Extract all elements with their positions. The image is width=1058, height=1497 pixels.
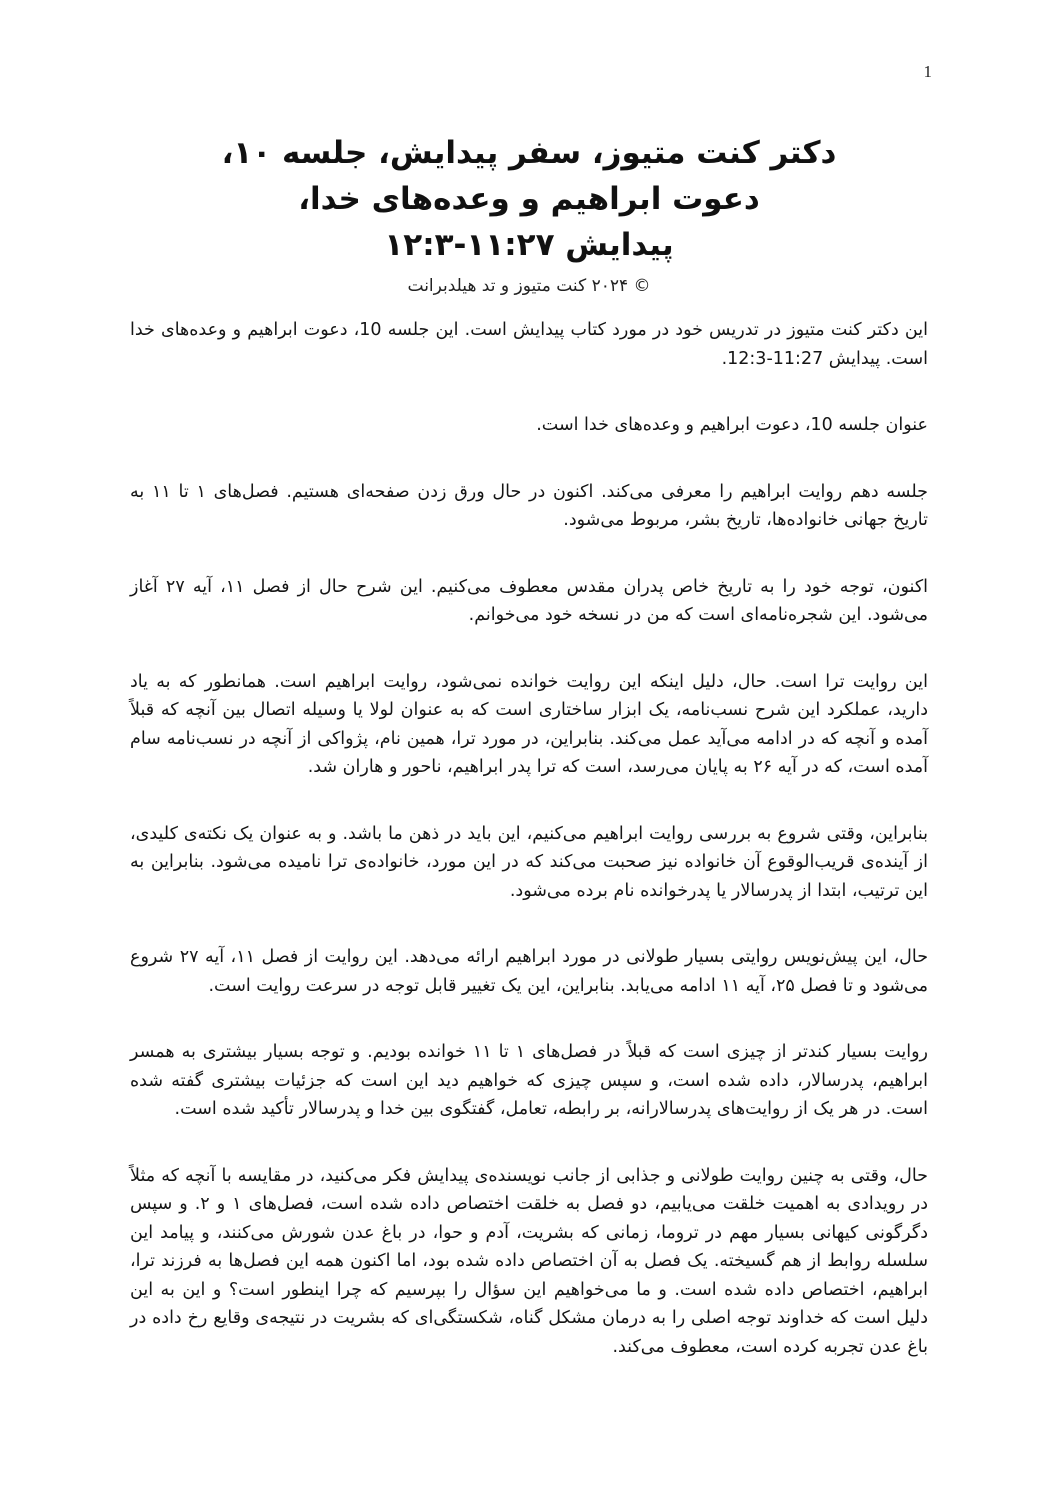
paragraph-4: اکنون، توجه خود را به تاریخ خاص پدران مقدس معطوف می‌کنیم. این شرح حال از فصل ۱۱، آیه ۲۷ آغاز می‌شود. این شجره‌نامه‌ای است که من در نسخه خود می‌خوانم.: [130, 576, 929, 625]
paragraph-2: عنوان جلسه 10، دعوت ابراهیم و وعده‌های خدا است.: [536, 415, 928, 435]
title-line-1: دکتر کنت متیوز، سفر پیدایش، جلسه ۱۰،: [221, 135, 837, 171]
paragraph-5: این روایت ترا است. حال، دلیل اینکه این روایت خوانده نمی‌شود، روایت ابراهیم است. همانطور که به یاد دارید، عملکرد این شرح نسب‌نامه، یک ابزار ساختاری است که به عنوان لولا یا وسیله اتصال بین آنچه که قبلاً آمده و آنچه که در ادامه می‌آید عمل می‌کند. بنابراین، در مورد ترا، همین نام، پژواکی از آنچه در نسب‌نامه سام آمده است، که در آیه ۲۶ به پایان می‌رسد، است که ترا پدر ابراهیم، ناحور و هاران شد.: [130, 671, 928, 777]
page-number: 1: [923, 62, 932, 81]
title-block: [130, 130, 928, 300]
paragraph-9: حال، وقتی به چنین روایت طولانی و جذابی از جانب نویسنده‌ی پیدایش فکر می‌کنید، در مقایسه با آنچه که مثلاً در رویدادی به اهمیت خلقت می‌یابیم، دو فصل به خلقت اختصاص داده شده است، فصل‌های ۱ و ۲. و سپس دگرگونی کیهانی بسیار مهم در تروما، زمانی که بشریت، آدم و حوا، در باغ عدن شورش می‌کنند، و پیامد این سلسله روابط از هم گسیخته. یک فصل به آن اختصاص داده شده بود، اما اکنون همه این فصل‌ها به فرزند ترا، ابراهیم، اختصاص داده شده است. و ما می‌خواهیم این سؤال را بپرسیم که چرا اینطور است؟ و این به این دلیل است که خداوند توجه اصلی را به درمان مشکل گناه، شکستگی‌ای که بشریت در نتیجه‌ی وقایع رخ داده در باغ عدن تجربه کرده است، معطوف می‌کند.: [130, 1165, 928, 1357]
paragraph-8: روایت بسیار کندتر از چیزی است که قبلاً در فصل‌های ۱ تا ۱۱ خوانده بودیم. و توجه بسیار بیشتری به همسر ابراهیم، پدرسالار، داده شده است، و سپس چیزی که خواهیم دید این است که جزئیات بیشتری گفته شده است. در هر یک از روایت‌های پدرسالارانه، بر رابطه، تعامل، گفتگوی بین خدا و پدرسالار تأکید شده است.: [130, 1042, 929, 1119]
paragraph-3: جلسه دهم روایت ابراهیم را معرفی می‌کند. اکنون در حال ورق زدن صفحه‌ای هستیم. فصل‌های ۱ تا ۱۱ به تاریخ جهانی خانواده‌ها، تاریخ بشر، مربوط می‌شود.: [130, 481, 928, 530]
copyright-line: © ۲۰۲۴ کنت متیوز و تد هیلدبرانت: [407, 276, 651, 296]
title-line-3: پیدایش ۱۱:۲۷-۱۲:۳: [384, 227, 674, 263]
title-line-2: دعوت ابراهیم و وعده‌های خدا،: [298, 181, 760, 217]
paragraph-6: بنابراین، وقتی شروع به بررسی روایت ابراهیم می‌کنیم، این باید در ذهن ما باشد. و به عنوان یک نکته‌ی کلیدی، از آینده‌ی قریب‌الوقوع آن خانواده نیز صحبت می‌کند که در این مورد، خانواده‌ی ترا نامیده می‌شود. بنابراین به این ترتیب، ابتدا از پدرسالار یا پدرخوانده نام برده می‌شود.: [130, 823, 928, 901]
paragraph-7: حال، این پیش‌نویس روایتی بسیار طولانی در مورد ابراهیم ارائه می‌دهد. این روایت از فصل ۱۱، آیه ۲۷ شروع می‌شود و تا فصل ۲۵، آیه ۱۱ ادامه می‌یابد. بنابراین، این یک تغییر قابل توجه در سرعت روایت است.: [130, 947, 929, 996]
paragraph-1: این دکتر کنت متیوز در تدریس خود در مورد کتاب پیدایش است. این جلسه 10، دعوت ابراهیم و وعده‌های خدا است. پیدایش 11:27-12:3.: [130, 320, 928, 369]
body-text: [130, 316, 928, 1399]
